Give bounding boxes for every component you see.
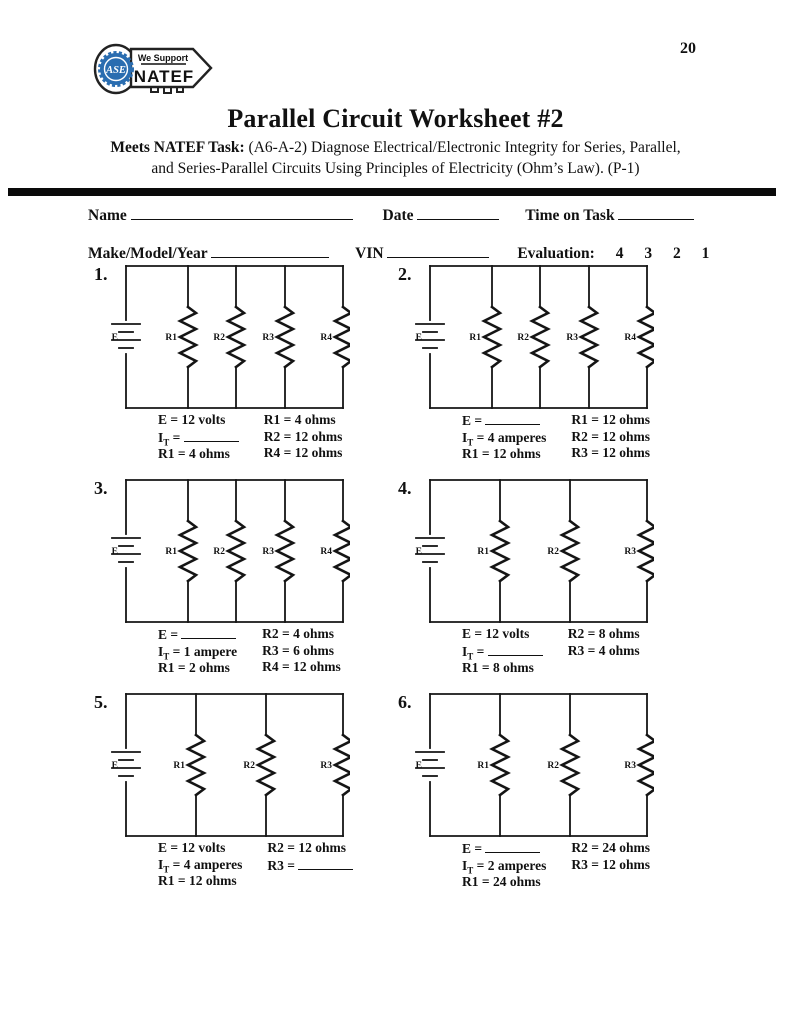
stat-line-IT: $I_T$ = xyxy=(462,643,543,661)
stat-value: 6 ohms xyxy=(293,642,334,658)
form-row-name-date xyxy=(88,206,694,225)
stat-value: 24 ohms xyxy=(492,874,541,889)
stat-line-E: E = 12 volts xyxy=(158,412,226,427)
stat-line-R2: R2 = 4 ohms xyxy=(262,626,334,641)
stat-line-R1: R1 = 2 ohms xyxy=(158,660,230,675)
resistor-symbol xyxy=(277,307,293,367)
stat-line-R3: R3 = 12 ohms xyxy=(571,445,650,460)
circuit-3 xyxy=(86,476,366,690)
stat-line-E: E = 12 volts xyxy=(158,840,226,855)
stat-value: 8 ohms xyxy=(492,660,534,675)
resistor-label: R2 xyxy=(213,547,225,557)
values-left-column xyxy=(158,626,237,677)
natef-logo xyxy=(93,36,219,105)
stat-value: 4 ohms xyxy=(188,446,230,461)
date-blank xyxy=(417,206,499,220)
resistor-symbol xyxy=(335,307,350,367)
stat-value: 1 ampere xyxy=(183,643,238,659)
values-left-column xyxy=(462,626,543,677)
stat-value: 4 ohms xyxy=(293,626,334,641)
name-label: Name xyxy=(88,207,127,224)
form-row-vehicle xyxy=(88,244,709,263)
date-label: Date xyxy=(382,207,414,224)
stat-line-R1: R1 = 4 ohms xyxy=(158,446,230,461)
resistor-symbol xyxy=(492,735,508,795)
circuit-number: 4. xyxy=(398,478,412,498)
task-description-line2: and Series-Parallel Circuits Using Principles of Electricity (Ohm’s Law). (P-1) xyxy=(151,160,640,177)
resistor-symbol xyxy=(639,307,654,367)
stat-line-E: E = xyxy=(158,626,237,644)
resistor-label: R2 xyxy=(243,761,255,771)
circuit-5 xyxy=(86,690,366,904)
resistor-label: R2 xyxy=(517,333,529,343)
resistor-label: R3 xyxy=(624,761,636,771)
header-divider xyxy=(8,188,776,196)
battery-label: E xyxy=(111,761,118,771)
stat-value: 8 ohms xyxy=(598,626,640,641)
resistor-symbol xyxy=(228,307,244,367)
stat-line-R3: R3 = xyxy=(267,857,353,875)
evaluation-score-2: 2 xyxy=(672,245,681,262)
stat-line-R2: R2 = 12 ohms xyxy=(571,428,650,444)
circuit-diagram xyxy=(100,476,350,626)
circuit-values xyxy=(158,412,342,463)
stat-line-IT: $I_T$ = xyxy=(158,429,239,447)
stat-line-R1: R1 = 8 ohms xyxy=(462,660,534,675)
ase-seal-text: ASE xyxy=(106,65,126,76)
values-left-column xyxy=(462,840,546,891)
resistor-label: R1 xyxy=(165,333,177,343)
stat-value: 12 volts xyxy=(181,840,226,855)
circuit-number: 2. xyxy=(398,264,412,284)
name-blank xyxy=(131,206,353,220)
values-left-column xyxy=(158,412,239,463)
natef-key-logo xyxy=(93,36,219,100)
values-right-column xyxy=(571,412,650,463)
battery-label: E xyxy=(111,547,118,557)
stat-line-R1: R1 = 12 ohms xyxy=(158,873,237,888)
task-description-line1 xyxy=(0,139,791,157)
resistor-label: R2 xyxy=(547,761,559,771)
stat-value: 4 ohms xyxy=(294,412,336,427)
resistor-label: R2 xyxy=(547,547,559,557)
stat-line-R2: R2 = 12 ohms xyxy=(263,428,343,444)
stat-line-IT: $I_T = 4$ amperes xyxy=(462,429,547,448)
resistor-symbol xyxy=(562,521,578,581)
evaluation-score-1: 1 xyxy=(701,245,710,262)
stat-value: 12 ohms xyxy=(602,856,650,872)
stat-value: 12 ohms xyxy=(294,445,343,460)
logo-org-name: NATEF xyxy=(133,67,195,86)
stat-value: 12 ohms xyxy=(298,840,346,855)
values-left-column xyxy=(158,840,242,890)
make-model-year-blank xyxy=(211,244,329,258)
resistor-label: R1 xyxy=(477,547,489,557)
stat-line-R3: R3 = 12 ohms xyxy=(571,856,650,872)
stat-line-R1: R1 = 12 ohms xyxy=(571,412,650,427)
evaluation-score-4: 4 xyxy=(615,245,624,262)
stat-line-R1: R1 = 12 ohms xyxy=(462,446,541,461)
battery-label: E xyxy=(415,333,422,343)
values-right-column xyxy=(568,626,640,677)
stat-line-R1: R1 = 4 ohms xyxy=(263,412,336,427)
stat-value: 12 ohms xyxy=(602,445,650,460)
resistor-symbol xyxy=(639,735,654,795)
values-left-column xyxy=(462,412,546,463)
answer-blank xyxy=(184,429,239,442)
stat-value: 12 ohms xyxy=(294,428,343,444)
stat-value: 4 amperes xyxy=(183,856,243,872)
stat-line-E: E = xyxy=(462,412,546,430)
stat-value: 12 ohms xyxy=(188,873,237,888)
resistor-symbol xyxy=(228,521,244,581)
values-right-column xyxy=(267,840,353,890)
stat-value: 2 amperes xyxy=(487,857,547,873)
answer-blank xyxy=(485,840,540,853)
stat-value: 12 ohms xyxy=(602,412,650,427)
circuit-values xyxy=(462,626,640,677)
circuit-diagram xyxy=(100,262,350,412)
resistor-symbol xyxy=(335,521,350,581)
stat-value: 12 ohms xyxy=(602,428,650,444)
circuit-diagram xyxy=(100,690,350,840)
circuit-2 xyxy=(390,262,670,476)
values-right-column xyxy=(264,412,343,463)
resistor-label: R2 xyxy=(213,333,225,343)
make-model-year-label: Make/Model/Year xyxy=(88,245,208,262)
circuit-1 xyxy=(86,262,366,476)
vin-blank xyxy=(387,244,489,258)
stat-line-R2: R2 = 12 ohms xyxy=(267,840,346,855)
resistor-label: R4 xyxy=(320,547,332,557)
resistor-symbol xyxy=(532,307,548,367)
resistor-label: R3 xyxy=(262,547,274,557)
stat-line-E: E = xyxy=(462,840,546,858)
stat-value: 12 ohms xyxy=(293,659,341,674)
stat-line-R4: R4 = 12 ohms xyxy=(263,445,343,460)
answer-blank xyxy=(488,643,543,656)
resistor-symbol xyxy=(180,521,196,581)
resistor-symbol xyxy=(492,521,508,581)
logo-tagline: We Support xyxy=(137,53,189,63)
resistor-symbol xyxy=(484,307,500,367)
circuit-diagram xyxy=(404,476,654,626)
circuit-values xyxy=(158,840,353,890)
resistor-label: R4 xyxy=(320,333,332,343)
circuit-diagram xyxy=(404,262,654,412)
circuit-diagram xyxy=(404,690,654,840)
resistor-symbol xyxy=(335,735,350,795)
resistor-symbol xyxy=(639,521,654,581)
resistor-symbol xyxy=(562,735,578,795)
values-right-column xyxy=(262,626,341,677)
resistor-label: R1 xyxy=(477,761,489,771)
stat-line-R3: R3 = 6 ohms xyxy=(262,642,334,658)
answer-blank xyxy=(485,412,540,425)
stat-line-IT: $I_T = 4$ amperes xyxy=(158,856,243,875)
stat-line-R2: R2 = 24 ohms xyxy=(571,840,650,855)
stat-line-R1: R1 = 24 ohms xyxy=(462,874,541,889)
circuit-number: 5. xyxy=(94,692,108,712)
circuits-grid xyxy=(86,262,710,904)
task-text: (A6-A-2) Diagnose Electrical/Electronic Integrity for Series, Parallel, xyxy=(248,139,681,156)
task-label: Meets NATEF Task: xyxy=(110,139,245,156)
answer-blank xyxy=(298,857,353,870)
circuit-values xyxy=(462,412,650,463)
battery-label: E xyxy=(415,547,422,557)
evaluation-label: Evaluation: xyxy=(517,245,595,262)
resistor-label: R1 xyxy=(165,547,177,557)
circuit-values xyxy=(462,840,650,891)
resistor-label: R3 xyxy=(320,761,332,771)
circuit-4 xyxy=(390,476,670,690)
values-right-column xyxy=(571,840,650,891)
stat-value: 2 ohms xyxy=(188,660,230,675)
resistor-symbol xyxy=(258,735,274,795)
resistor-label: R3 xyxy=(624,547,636,557)
stat-line-R3: R3 = 4 ohms xyxy=(567,642,640,658)
circuit-6 xyxy=(390,690,670,904)
resistor-label: R3 xyxy=(566,333,578,343)
answer-blank xyxy=(181,626,236,639)
stat-line-E: E = 12 volts xyxy=(462,626,530,641)
stat-line-IT: $I_T = 1$ ampere xyxy=(158,643,238,662)
stat-value: 12 volts xyxy=(181,412,226,427)
battery-label: E xyxy=(415,761,422,771)
resistor-label: R3 xyxy=(262,333,274,343)
evaluation-score-3: 3 xyxy=(644,245,653,262)
circuit-number: 6. xyxy=(398,692,412,712)
worksheet-title: Parallel Circuit Worksheet #2 xyxy=(227,104,564,133)
resistor-symbol xyxy=(581,307,597,367)
circuit-values xyxy=(158,626,341,677)
stat-value: 4 amperes xyxy=(487,429,547,445)
time-on-task-label: Time on Task xyxy=(525,207,615,224)
stat-value: 12 ohms xyxy=(492,446,541,461)
resistor-label: R1 xyxy=(173,761,185,771)
circuit-number: 3. xyxy=(94,478,108,498)
battery-label: E xyxy=(111,333,118,343)
time-on-task-blank xyxy=(618,206,694,220)
stat-value: 4 ohms xyxy=(598,642,640,658)
stat-value: 24 ohms xyxy=(602,840,650,855)
circuit-number: 1. xyxy=(94,264,108,284)
vin-label: VIN xyxy=(355,245,384,262)
resistor-symbol xyxy=(188,735,204,795)
page-number: 20 xyxy=(680,40,696,57)
stat-value: 12 volts xyxy=(485,626,530,641)
stat-line-R2: R2 = 8 ohms xyxy=(567,626,640,641)
resistor-label: R1 xyxy=(469,333,481,343)
resistor-symbol xyxy=(180,307,196,367)
resistor-label: R4 xyxy=(624,333,636,343)
stat-line-IT: $I_T = 2$ amperes xyxy=(462,857,547,876)
resistor-symbol xyxy=(277,521,293,581)
stat-line-R4: R4 = 12 ohms xyxy=(262,659,341,674)
